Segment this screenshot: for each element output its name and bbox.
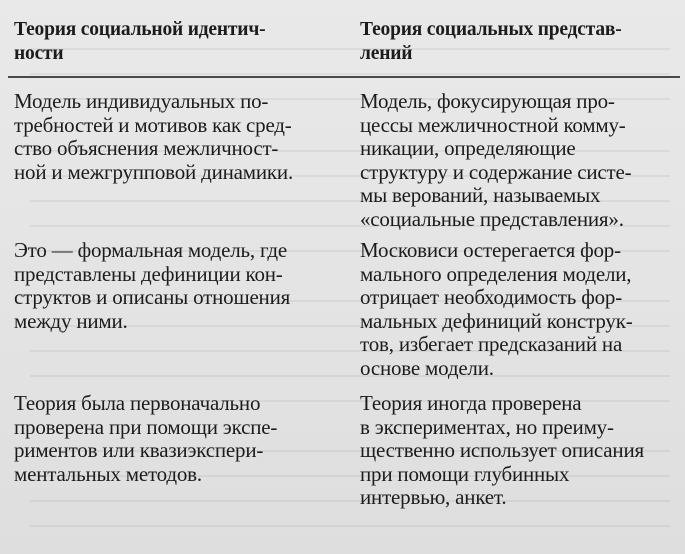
table-row [8, 77, 680, 231]
column-header-social-identity [8, 10, 354, 77]
table-cell [8, 77, 354, 231]
column-header-social-representations [354, 10, 680, 77]
cell-text: Модель, фокусирующая про- цессы межличностной комму- никации, определяющие структуру и содержание систе- мы верований, называемых «социальные представления». [360, 89, 632, 231]
cell-text: Модель индивидуальных по- требностей и мотивов как сред- ство объяснения межличност- ной и межгрупповой динамики. [14, 89, 294, 184]
table-cell [354, 231, 680, 384]
table-header-row [8, 10, 680, 77]
table-cell [354, 384, 680, 532]
header-text: Теория социальной идентич- ности [14, 19, 266, 64]
table-cell [8, 384, 354, 532]
header-text: Теория социальных представ- лений [360, 19, 622, 64]
cell-text: Московиси остерегается фор- мального определения модели, отрицает необходимость фор- мальных дефиниций конструк- тов, избегает предсказаний на основе модели. [360, 238, 633, 380]
table-row [8, 384, 680, 532]
cell-text: Теория была первоначально проверена при помощи экспе- риментов или квазиэкспери- ментальных методов. [14, 391, 278, 486]
cell-text: Теория иногда проверена в экспериментах, но преиму- щественно использует описания при помощи глубинных интервью, анкет. [360, 391, 644, 509]
cell-text: Это — формальная модель, где представлены дефиниции кон- структов и описаны отношения между ними. [14, 238, 291, 333]
table-cell [8, 231, 354, 384]
table-cell [354, 77, 680, 231]
table-row [8, 231, 680, 384]
comparison-table [8, 10, 680, 532]
